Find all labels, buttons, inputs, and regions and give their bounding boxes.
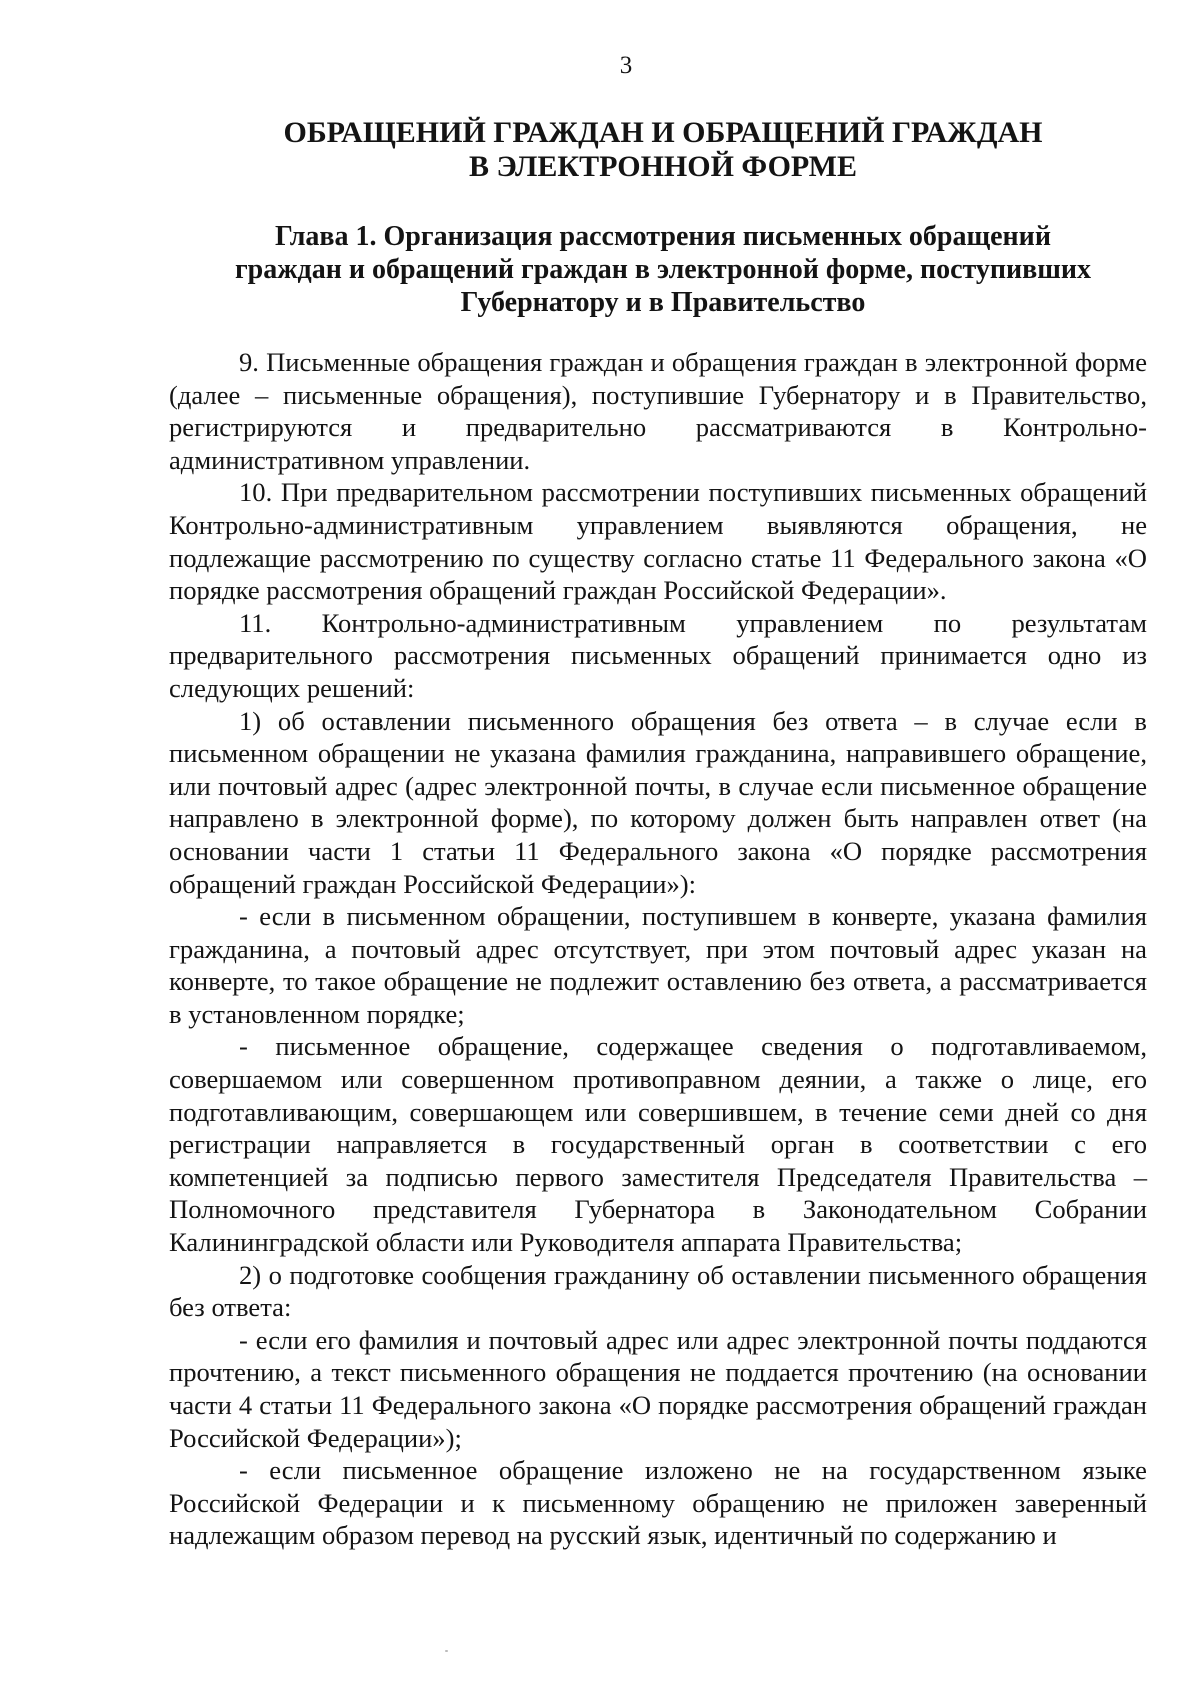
scan-artifact (445, 1650, 448, 1652)
list-subitem-unreadable: - если его фамилия и почтовый адрес или адрес электронной почты поддаются прочтению, а текст письменного обращения не поддается прочтению (на основании части 4 статьи 11 Федерального закона «О порядке рассмотрения обращений граждан Российской Федерации»); (169, 1324, 1147, 1453)
list-item-2: 2) о подготовке сообщения гражданину об оставлении письменного обращения без ответа: (169, 1259, 1147, 1323)
paragraph-10: 10. При предварительном рассмотрении поступивших письменных обращений Контрольно-административным управлением выявляются обращения, не подлежащие рассмотрению по существу согласно статье 11 Федерального закона «О порядке рассмотрения обращений граждан Российской Федерации». (169, 477, 1147, 606)
list-item-1: 1) об оставлении письменного обращения без ответа – в случае если в письменном обращении не указана фамилия гражданина, направившего обращение, или почтовый адрес (адрес электронной почты, в случае если письменное обращение направлено в электронной форме), по которому должен быть направлен ответ (на основании части 1 статьи 11 Федерального закона «О порядке рассмотрения обращений граждан Российской Федерации»): (169, 705, 1147, 899)
list-subitem-unlawful-act: - письменное обращение, содержащее сведения о подготавливаемом, совершаемом или совершенном противоправном деянии, а также о лице, его подготавливающим, совершающем или совершившем, в течение семи дней со дня регистрации направляется в государственный орган в соответствии с его компетенцией за подписью первого заместителя Председателя Правительства – Полномочного представителя Губернатора в Законодательном Собрании Калининградской области или Руководителя аппарата Правительства; (169, 1031, 1147, 1258)
document-body (169, 346, 1147, 1552)
chapter-title-line-1: Глава 1. Организация рассмотрения письменных обращений (275, 221, 1051, 252)
paragraph-11: 11. Контрольно-административным управлением по результатам предварительного рассмотрения письменных обращений принимается одно из следующих решений: (169, 607, 1147, 703)
list-subitem-foreign-language: - если письменное обращение изложено не на государственном языке Российской Федерации и к письменному обращению не приложен заверенный надлежащим образом перевод на русский язык, идентичный по содержанию и (169, 1455, 1147, 1551)
page-number: 3 (619, 52, 633, 79)
chapter-title (170, 220, 1156, 319)
list-subitem-envelope: - если в письменном обращении, поступившем в конверте, указана фамилия гражданина, а почтовый адрес отсутствует, при этом почтовый адрес указан на конверте, то такое обращение не подлежит оставлению без ответа, а рассматривается в установленном порядке; (169, 901, 1147, 1029)
chapter-title-line-3: Губернатору и в Правительство (460, 287, 866, 318)
section-heading-line-1: ОБРАЩЕНИЙ ГРАЖДАН И ОБРАЩЕНИЙ ГРАЖДАН (283, 116, 1043, 149)
paragraph-9: 9. Письменные обращения граждан и обращения граждан в электронной форме (далее – письменные обращения), поступившие Губернатору и в Правительство, регистрируются и предварительно рассматриваются в Контрольно-административном управлении. (169, 347, 1147, 475)
section-heading-line-2: В ЭЛЕКТРОННОЙ ФОРМЕ (469, 150, 857, 183)
section-heading (170, 116, 1156, 184)
chapter-title-line-2: граждан и обращений граждан в электронной форме, поступивших (234, 254, 1092, 285)
